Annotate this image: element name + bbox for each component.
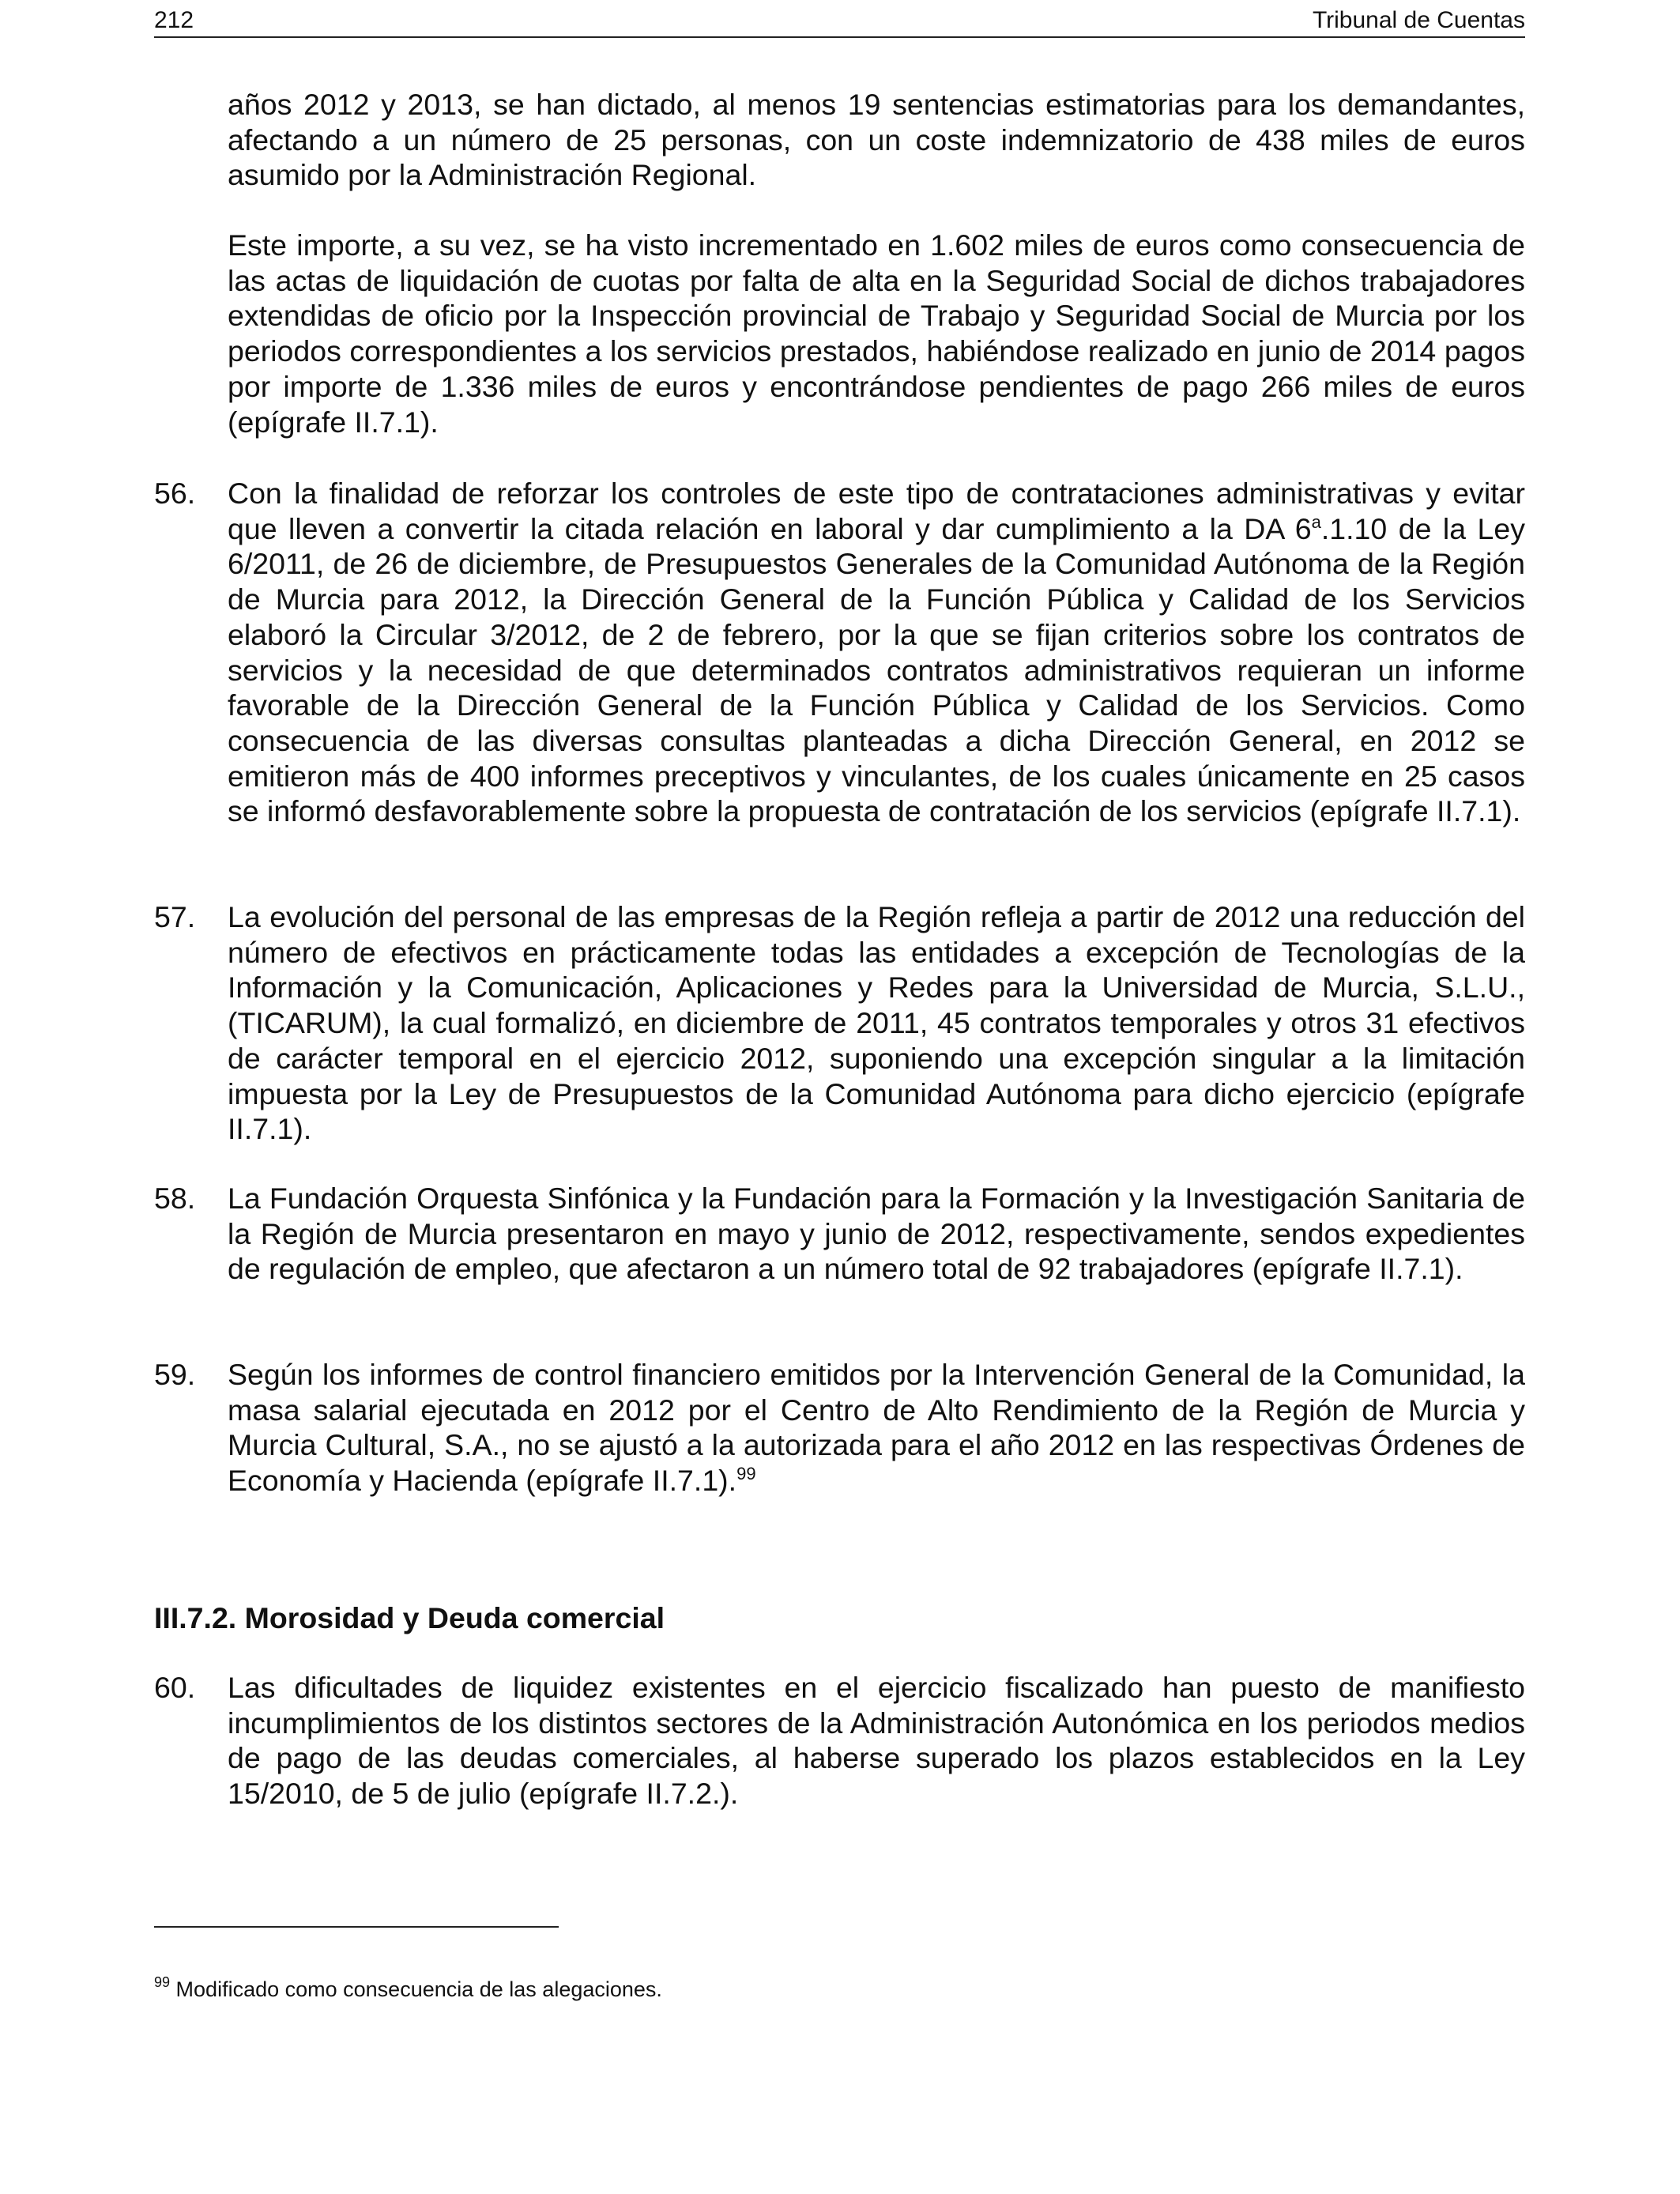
item-number-59: 59. [154, 1358, 196, 1391]
paragraph-continuation-amount: Este importe, a su vez, se ha visto incrementado en 1.602 miles de euros como consecuencia de las actas de liquidación de cuotas por falta de alta en la Seguridad Social de dichos trabajadores extendidas de oficio por la Inspección provincial de Trabajo y Seguridad Social de Murcia por los periodos correspondientes a los servicios prestados, habiéndose realizado en junio de 2014 pagos por importe de 1.336 miles de euros y encontrándose pendientes de pago 266 miles de euros (epígrafe II.7.1). [228, 228, 1525, 439]
footnote-reference[interactable]: 99 [736, 1464, 756, 1484]
paragraph-59 [228, 1357, 1525, 1498]
paragraph-56-text-b: .1.10 de la Ley 6/2011, de 26 de diciembre, de Presupuestos Generales de la Comunidad Autónoma de la Región de Murcia para 2012, la Dirección General de la Función Pública y Calidad de los Servicios elaboró la Circular 3/2012, de 2 de febrero, por la que se fijan criterios sobre los contratos de servicios y la necesidad de que determinados contratos administrativos requieran un informe favorable de la Dirección General de la Función Pública y Calidad de los Servicios. Como consecuencia de las diversas consultas planteadas a dicha Dirección General, en 2012 se emitieron más de 400 informes preceptivos y vinculantes, de los cuales únicamente en 25 casos se informó desfavorablemente sobre la propuesta de contratación de los servicios (epígrafe II.7.1). [228, 511, 1525, 828]
paragraph-58: La Fundación Orquesta Sinfónica y la Fundación para la Formación y la Investigación Sanitaria de la Región de Murcia presentaron en mayo y junio de 2012, respectivamente, sendos expedientes de regulación de empleo, que afectaron a un número total de 92 trabajadores (epígrafe II.7.1). [228, 1182, 1525, 1286]
item-number-60: 60. [154, 1671, 196, 1704]
footnote-text: Modificado como consecuencia de las alegaciones. [175, 1977, 662, 2001]
footnote-number: 99 [154, 1974, 171, 1990]
item-number-58: 58. [154, 1182, 196, 1215]
paragraph-60: Las dificultades de liquidez existentes en el ejercicio fiscalizado han puesto de manifiesto incumplimientos de los distintos sectores de la Administración Autonómica en los periodos medios de pago de las deudas comerciales, al haberse superado los plazos establecidos en la Ley 15/2010, de 5 de julio (epígrafe II.7.2.). [228, 1671, 1525, 1811]
paragraph-59-text: Según los informes de control financiero emitidos por la Intervención General de la Comunidad, la masa salarial ejecutada en 2012 por el Centro de Alto Rendimiento de la Región de Murcia y Murcia Cultural, S.A., no se ajustó a la autorizada para el año 2012 en las respectivas Órdenes de Economía y Hacienda (epígrafe II.7.1). [228, 1358, 1525, 1498]
ordinal-superscript: a [1311, 511, 1321, 532]
page-header [154, 3, 1525, 38]
footnote [154, 1976, 662, 2003]
section-heading: III.7.2. Morosidad y Deuda comercial [154, 1601, 665, 1634]
page-number: 212 [154, 7, 194, 33]
paragraph-continuation: años 2012 y 2013, se han dictado, al menos 19 sentencias estimatorias para los demandantes, afectando a un número de 25 personas, con un coste indemnizatorio de 438 miles de euros asumido por la Administración Regional. [228, 88, 1525, 192]
item-number-56: 56. [154, 477, 196, 510]
item-number-57: 57. [154, 900, 196, 933]
paragraph-56-text-a: Con la finalidad de reforzar los controles de este tipo de contrataciones administrativas y evitar que lleven a convertir la citada relación en laboral y dar cumplimiento a la DA 6 [228, 477, 1525, 545]
paragraph-57: La evolución del personal de las empresas de la Región refleja a partir de 2012 una reducción del número de efectivos en prácticamente todas las entidades a excepción de Tecnologías de la Información y la Comunicación, Aplicaciones y Redes para la Universidad de Murcia, S.L.U., (TICARUM), la cual formalizó, en diciembre de 2011, 45 contratos temporales y otros 31 efectivos de carácter temporal en el ejercicio 2012, suponiendo una excepción singular a la limitación impuesta por la Ley de Presupuestos de la Comunidad Autónoma para dicho ejercicio (epígrafe II.7.1). [228, 900, 1525, 1146]
header-organization: Tribunal de Cuentas [1312, 7, 1525, 33]
paragraph-56 [228, 476, 1525, 829]
footnote-divider [154, 1926, 559, 1928]
